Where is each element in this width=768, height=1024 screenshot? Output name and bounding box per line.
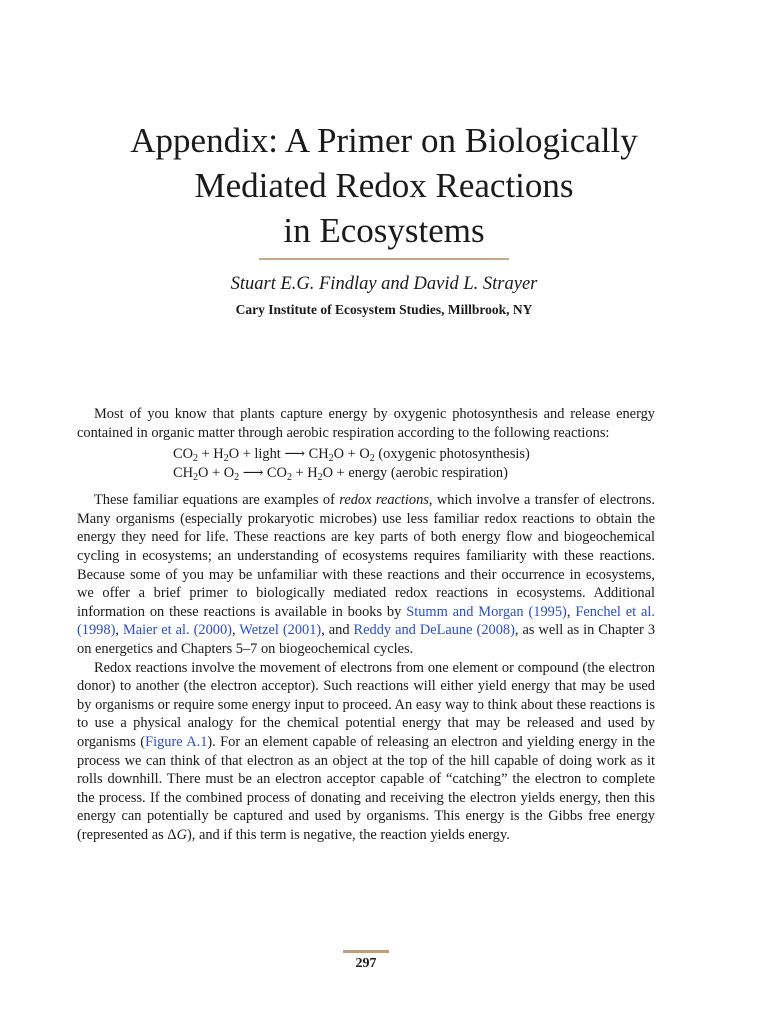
citation-link-wetzel[interactable]: Wetzel (2001) <box>239 622 322 639</box>
figure-link[interactable]: Figure A.1 <box>145 733 208 750</box>
author-names: Stuart E.G. Findlay and David L. Strayer <box>230 274 538 294</box>
citation-link-stumm[interactable]: Stumm and Morgan (1995) <box>406 603 567 620</box>
title-divider <box>259 258 509 260</box>
paragraph-3: Redox reactions involve the movement of electrons from one element or compound (the electron donor) to another (the electron acceptor). Such reactions will either yield energy that may be used by organisms or require some energy input to proceed. An easy way to think about these reactions is to use a physical analogy for the chemical potential energy that may be released and used by organisms (Figure A.1). For an element capable of releasing an electron and yielding energy in the process we can think of that electron as an object at the top of the hill capable of doing work as it rolls downhill. There must be an electron acceptor capable of “catching” the electron to complete the process. If the combined process of donating and receiving the electron yields energy, then this energy can potentially be captured and used by organisms. This energy is the Gibbs free energy (represented as ΔG), and if this term is negative, the reaction yields energy. <box>77 659 655 843</box>
citation-link-reddy[interactable]: Reddy and DeLaune (2008) <box>353 622 515 639</box>
citation-link-maier[interactable]: Maier et al. (2000) <box>122 622 232 639</box>
chapter-title <box>60 118 708 253</box>
equation-respiration: $CH_2O + O_2$ ⟶ $CO_2 + H_2O$ + energy (aerobic respiration) <box>173 465 508 484</box>
equation-photosynthesis: $CO_2 + H_2O$ + light ⟶ $CH_2O + O_2$ (oxygenic photosynthesis) <box>173 446 530 465</box>
paragraph-2: These familiar equations are examples of redox reactions, which involve a transfer of electrons. Many organisms (especially prokaryotic microbes) use less familiar redox reactions to obtain the energy they need for life. These reactions are key parts of both energy flow and biogeochemical cycling in ecosystems; an understanding of ecosystems requires familiarity with these reactions. Because some of you may be unfamiliar with these reactions and their occurrence in ecosystems, we offer a brief primer to biologically mediated redox reactions in ecosystems. Additional information on these reactions is available in books by Stumm and Morgan (1995), Fenchel et al. (1998), Maier et al. (2000), Wetzel (2001), and Reddy and DeLaune (2008), as well as in Chapter 3 on energetics and Chapters 5–7 on biogeochemical cycles. <box>77 492 656 657</box>
author-affiliation: Cary Institute of Ecosystem Studies, Millbrook, NY <box>235 302 533 317</box>
equation-block <box>77 445 655 483</box>
page-number: 297 <box>355 956 377 971</box>
redox-term: redox reactions <box>339 492 429 509</box>
title-line-3: in Ecosystems <box>283 211 485 250</box>
paragraph-1: Most of you know that plants capture energy by oxygenic photosynthesis and release energy contained in organic matter through aerobic respiration according to the following reactions: <box>77 406 655 441</box>
page-number-rule <box>343 950 389 953</box>
body-text <box>77 405 655 844</box>
title-line-1: Appendix: A Primer on Biologically <box>130 121 638 160</box>
title-line-2: Mediated Redox Reactions <box>194 166 574 205</box>
citation-link-fenchel[interactable]: Fenchel et al. (1998) <box>77 603 656 639</box>
